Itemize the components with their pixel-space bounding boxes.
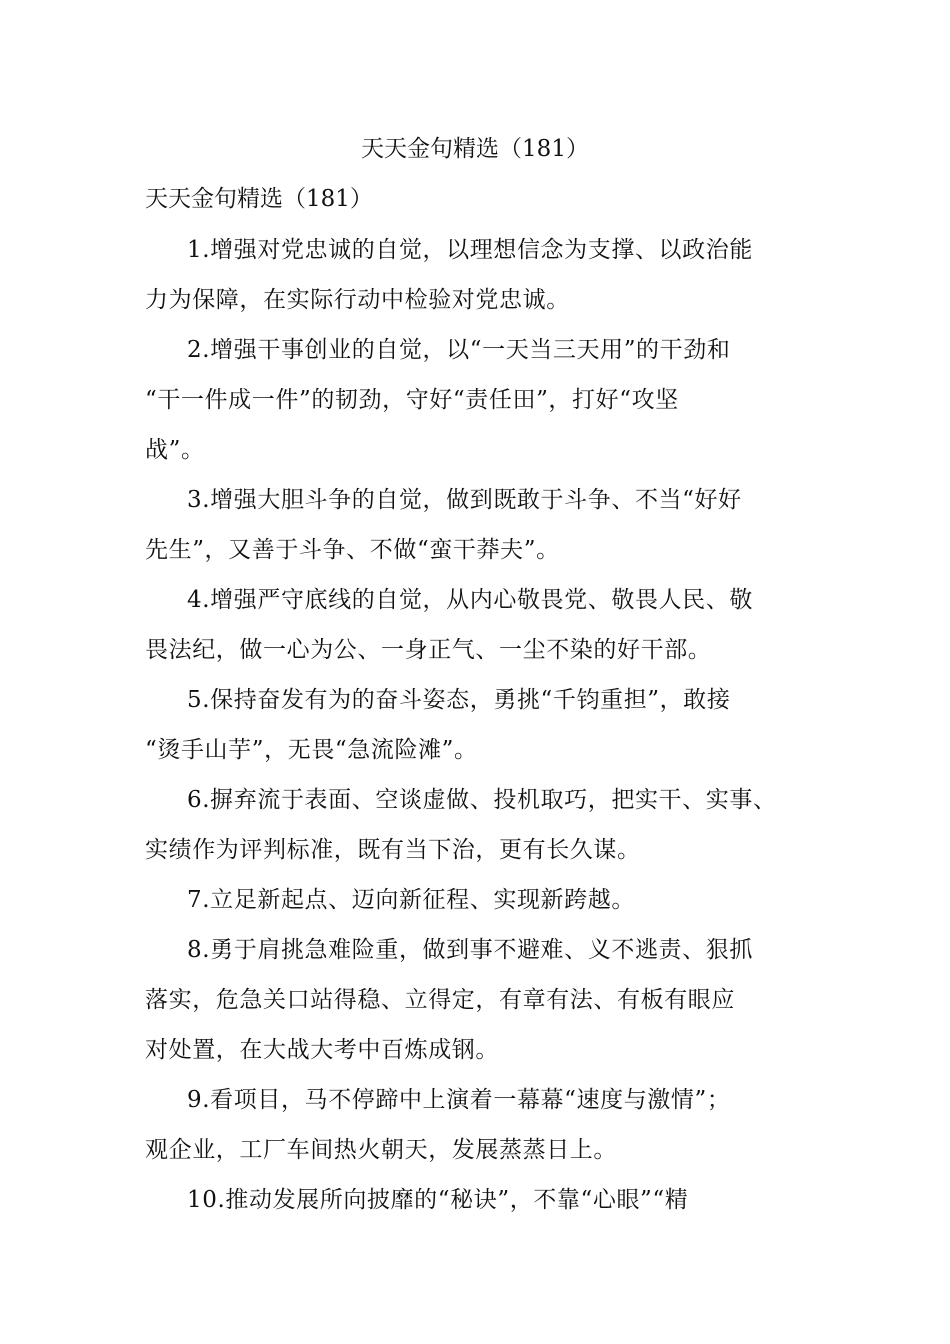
paragraph-6-line-1: 6.摒弃流于表面、空谈虚做、投机取巧，把实干、实事、 bbox=[187, 787, 777, 813]
paragraph-2-line-1: 2.增强干事创业的自觉，以“一天当三天用”的干劲和 bbox=[187, 337, 731, 363]
paragraph-8-line-1: 8.勇于肩挑急难险重，做到事不避难、义不逃责、狠抓 bbox=[187, 937, 753, 963]
paragraph-7-line-1: 7.立足新起点、迈向新征程、实现新跨越。 bbox=[187, 887, 635, 913]
paragraph-6-line-2: 实绩作为评判标准，既有当下治，更有长久谋。 bbox=[145, 837, 641, 863]
paragraph-8-line-2: 落实，危急关口站得稳、立得定，有章有法、有板有眼应 bbox=[145, 987, 735, 1013]
paragraph-9-line-1: 9.看项目，马不停蹄中上演着一幕幕“速度与激情”； bbox=[187, 1087, 731, 1113]
paragraph-10-line-1: 10.推动发展所向披靡的“秘诀”，不靠“心眼”“精 bbox=[187, 1187, 689, 1213]
paragraph-1-line-2: 力为保障，在实际行动中检验对党忠诚。 bbox=[145, 287, 570, 313]
paragraph-2-line-3: 战”。 bbox=[145, 437, 205, 463]
paragraph-4-line-2: 畏法纪，做一心为公、一身正气、一尘不染的好干部。 bbox=[145, 637, 712, 663]
paragraph-8-line-3: 对处置，在大战大考中百炼成钢。 bbox=[145, 1037, 499, 1063]
paragraph-2-line-2: “干一件成一件”的韧劲，守好“责任田”，打好“攻坚 bbox=[145, 387, 679, 413]
paragraph-5-line-1: 5.保持奋发有为的奋斗姿态，勇挑“千钧重担”，敢接 bbox=[187, 687, 731, 713]
paragraph-3-line-1: 3.增强大胆斗争的自觉，做到既敢于斗争、不当“好好 bbox=[187, 487, 742, 513]
paragraph-4-line-1: 4.增强严守底线的自觉，从内心敬畏党、敬畏人民、敬 bbox=[187, 587, 753, 613]
paragraph-1-line-1: 1.增强对党忠诚的自觉，以理想信念为支撑、以政治能 bbox=[187, 237, 753, 263]
document-title: 天天金句精选（181） bbox=[361, 136, 589, 162]
paragraph-3-line-2: 先生”，又善于斗争、不做“蛮干莽夫”。 bbox=[145, 537, 560, 563]
document-subtitle: 天天金句精选（181） bbox=[145, 186, 373, 212]
paragraph-9-line-2: 观企业，工厂车间热火朝天，发展蒸蒸日上。 bbox=[145, 1137, 617, 1163]
paragraph-5-line-2: “烫手山芋”，无畏“急流险滩”。 bbox=[145, 737, 478, 763]
